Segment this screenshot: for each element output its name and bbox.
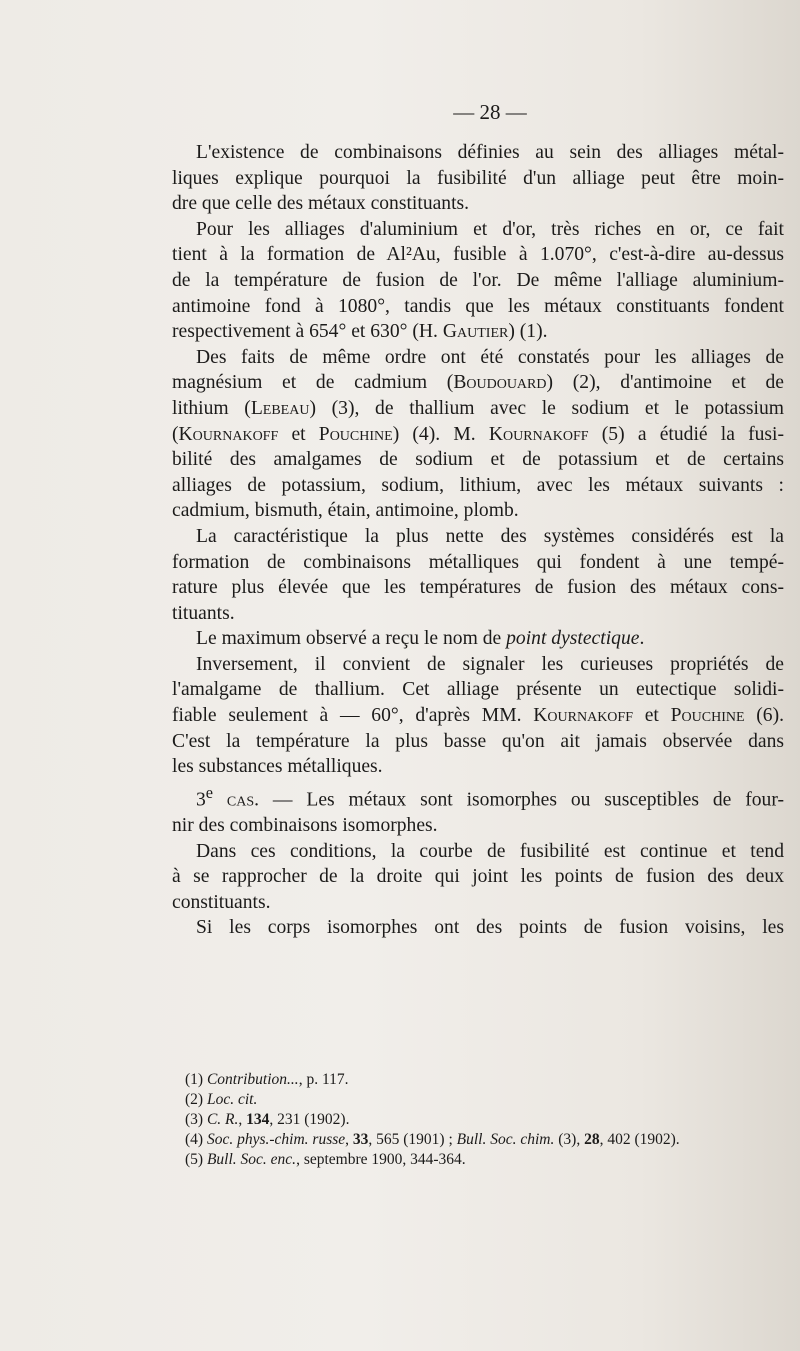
text-line: L'existence de combinaisons définies au sein des alliages métal- — [196, 142, 784, 163]
author-name: Kournakoff — [533, 705, 633, 727]
text-line: Dans ces conditions, la courbe de fusibilité est continue et tend — [196, 840, 784, 862]
text-line: bilité des amalgames de sodium et de potassium et de certains — [172, 449, 784, 471]
author-name: Kournakoff — [178, 423, 279, 445]
text-line: C'est la température la plus basse qu'on ait jamais observée dans — [172, 730, 784, 752]
footnote-1: (1) Contribution..., p. 117. — [185, 1071, 349, 1088]
author-name: Pouchine — [670, 705, 745, 727]
page-number: — 28 — — [453, 100, 527, 124]
text-line: antimoine fond à 1080°, tandis que les métaux constituants fondent — [172, 295, 784, 317]
text-line: alliages de potassium, sodium, lithium, avec les métaux suivants : — [172, 474, 784, 496]
term-italic: point dystectique — [506, 628, 640, 650]
author-name: Lebeau — [250, 397, 310, 419]
text-line: l'amalgame de thallium. Cet alliage présente un eutectique solidi- — [172, 679, 784, 701]
footnote-3: (3) C. R., 134, 231 (1902). — [185, 1111, 350, 1128]
text-line: tituants. — [172, 602, 235, 624]
text-line: fiable seulement à — 60°, d'après MM. Kournakoff et Pouchine (6). — [172, 705, 785, 727]
text-line: à se rapprocher de la droite qui joint les points de fusion des deux — [172, 866, 784, 888]
footnote-2: (2) Loc. cit. — [185, 1091, 258, 1108]
body-text — [172, 140, 784, 941]
footnotes — [185, 1070, 785, 1170]
text-line: cadmium, bismuth, étain, antimoine, plomb. — [172, 500, 519, 522]
text-line: (Kournakoff et Pouchine) (4). M. Kournakoff (5) a étudié la fusi- — [172, 423, 785, 445]
footnote-5: (5) Bull. Soc. enc., septembre 1900, 344-364. — [185, 1151, 466, 1168]
text-line: respectivement à 654° et 630° (H. Gautier) (1). — [172, 321, 548, 343]
author-name: Boudouard — [453, 372, 547, 394]
superscript: e — [205, 782, 214, 802]
text-line: Pour les alliages d'aluminium et d'or, très riches en or, ce fait — [196, 218, 784, 240]
text-line: Si les corps isomorphes ont des points de fusion voisins, les — [196, 917, 784, 939]
author-name: Pouchine — [318, 423, 393, 445]
text-line: nir des combinaisons isomorphes. — [172, 814, 438, 836]
text-line: Des faits de même ordre ont été constatés pour les alliages de — [196, 346, 784, 368]
text-line: les substances métalliques. — [172, 756, 383, 778]
text-line: 3e cas. — Les métaux sont isomorphes ou susceptibles de four- — [196, 782, 784, 811]
author-name: Kournakoff — [488, 423, 589, 445]
text-line: lithium (Lebeau) (3), de thallium avec le sodium et le potassium — [172, 397, 784, 419]
text-line: liques explique pourquoi la fusibilité d'un alliage peut être moin- — [172, 167, 784, 189]
text-line: tient à la formation de Al²Au, fusible à 1.070°, c'est-à-dire au-dessus — [172, 244, 784, 266]
text-line: La caractéristique la plus nette des systèmes considérés est la — [196, 525, 784, 547]
footnote-4: (4) Soc. phys.-chim. russe, 33, 565 (1901) ; Bull. Soc. chim. (3), 28, 402 (1902). — [185, 1131, 680, 1148]
text-line: de la température de fusion de l'or. De même l'alliage aluminium- — [172, 269, 784, 291]
text-line: constituants. — [172, 891, 271, 913]
author-name: Gautier — [442, 321, 509, 343]
text-line: dre que celle des métaux constituants. — [172, 193, 470, 215]
text-line: Le maximum observé a reçu le nom de point dystectique. — [196, 628, 645, 650]
text-line: magnésium et de cadmium (Boudouard) (2), d'antimoine et de — [172, 372, 784, 394]
text-line: formation de combinaisons métalliques qui fondent à une tempé- — [172, 551, 784, 573]
text-line: rature plus élevée que les températures de fusion des métaux cons- — [172, 577, 784, 599]
text-line: Inversement, il convient de signaler les curieuses propriétés de — [196, 653, 784, 675]
case-label: cas — [213, 789, 255, 811]
